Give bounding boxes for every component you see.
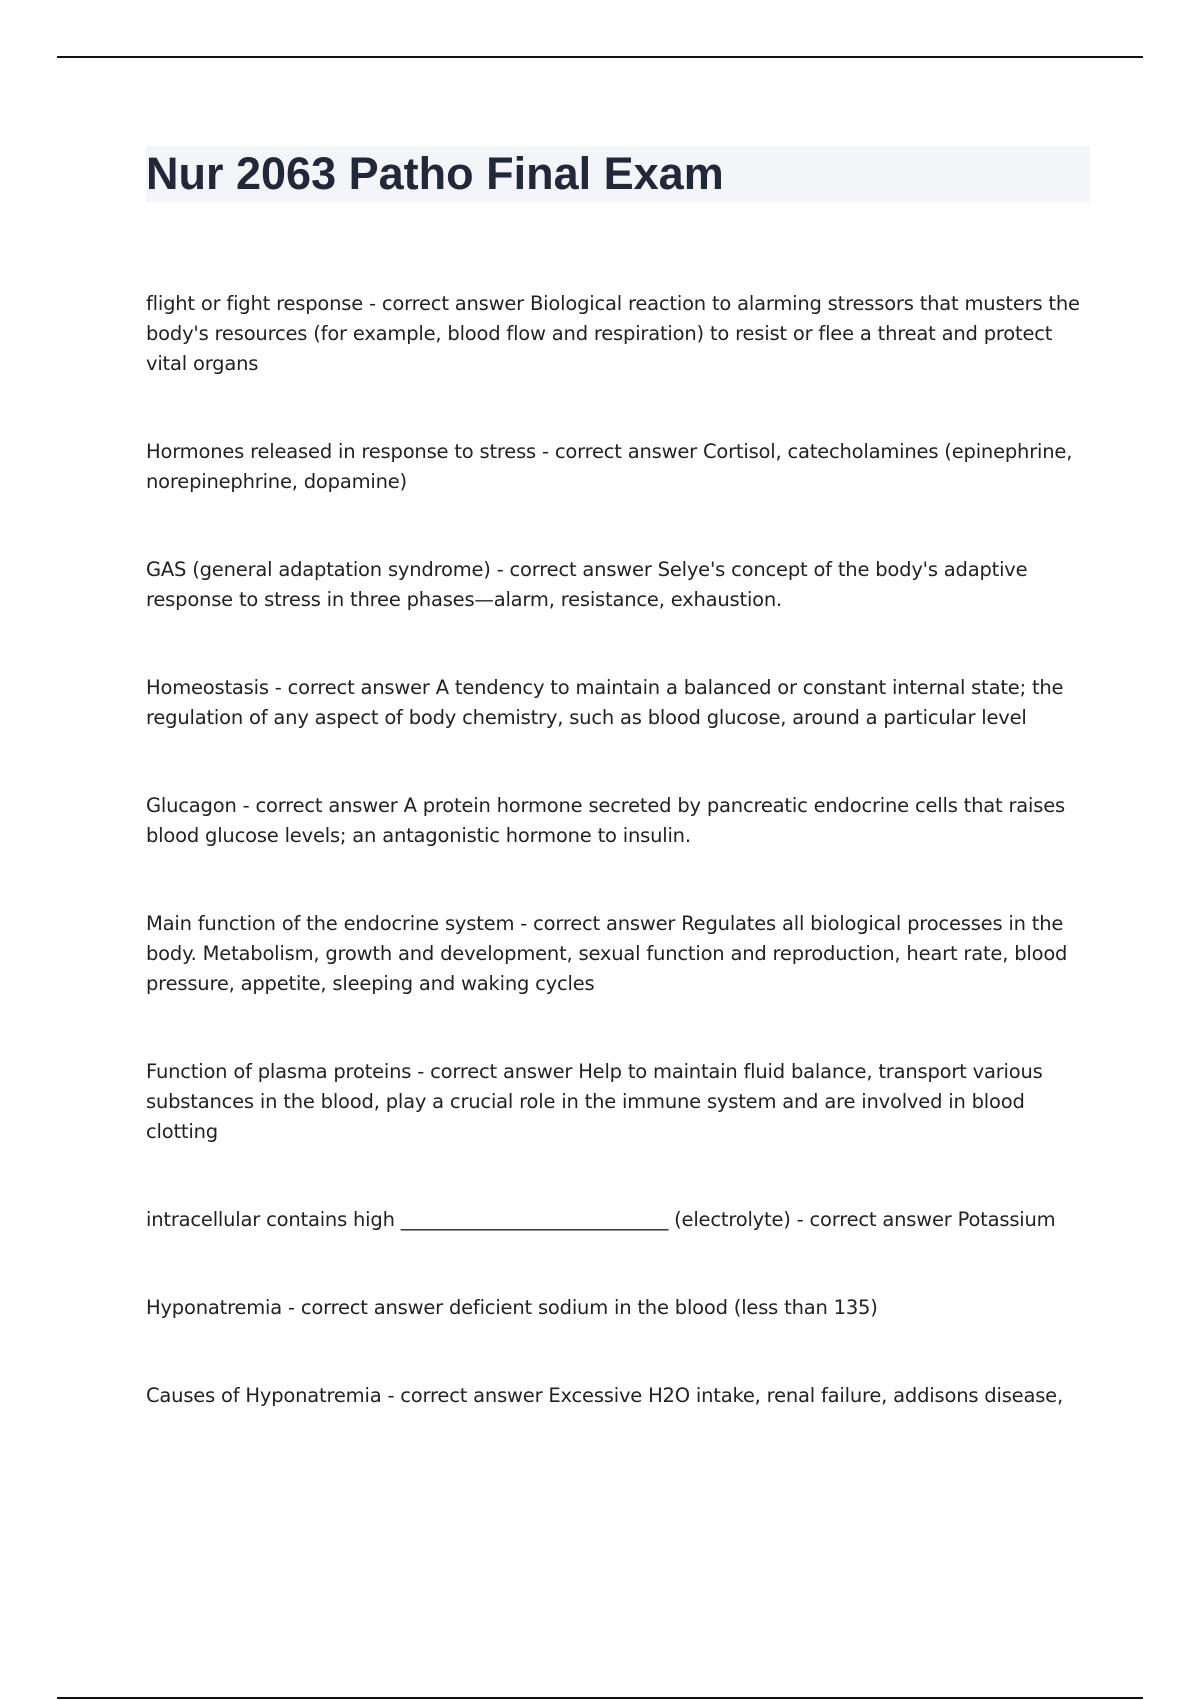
top-rule [57,56,1143,58]
entry-hyponatremia: Hyponatremia - correct answer deficient sodium in the blood (less than 135) [146,1296,878,1319]
entry-endocrine-function: Main function of the endocrine system - correct answer Regulates all biological processes in the body. Metabolism, growth and development, sexual function and reproduction, heart rate, blood pressure, appetite, sleeping and waking cycles [146,912,1068,995]
bottom-rule [57,1697,1143,1699]
page-title: Nur 2063 Patho Final Exam [146,148,724,199]
entry-intracellular-electrolyte: intracellular contains high ____________________________ (electrolyte) - correct answer Potassium [146,1208,1056,1231]
entry-gas: GAS (general adaptation syndrome) - correct answer Selye's concept of the body's adaptive response to stress in three phases—alarm, resistance, exhaustion. [146,558,1028,611]
entry-plasma-proteins: Function of plasma proteins - correct answer Help to maintain fluid balance, transport various substances in the blood, play a crucial role in the immune system and are involved in blood clotting [146,1060,1043,1143]
entry-list [146,289,1086,1469]
entry-hyponatremia-causes: Causes of Hyponatremia - correct answer Excessive H2O intake, renal failure, addisons disease, [146,1384,1063,1407]
entry-stress-hormones: Hormones released in response to stress - correct answer Cortisol, catecholamines (epinephrine, norepinephrine, dopamine) [146,440,1073,493]
title-banner [146,146,1090,202]
entry-flight-or-fight: flight or fight response - correct answer Biological reaction to alarming stressors that musters the body's resources (for example, blood flow and respiration) to resist or flee a threat and protect vital organs [146,292,1080,375]
entry-homeostasis: Homeostasis - correct answer A tendency to maintain a balanced or constant internal state; the regulation of any aspect of body chemistry, such as blood glucose, around a particular level [146,676,1064,729]
entry-glucagon: Glucagon - correct answer A protein hormone secreted by pancreatic endocrine cells that raises blood glucose levels; an antagonistic hormone to insulin. [146,794,1065,847]
